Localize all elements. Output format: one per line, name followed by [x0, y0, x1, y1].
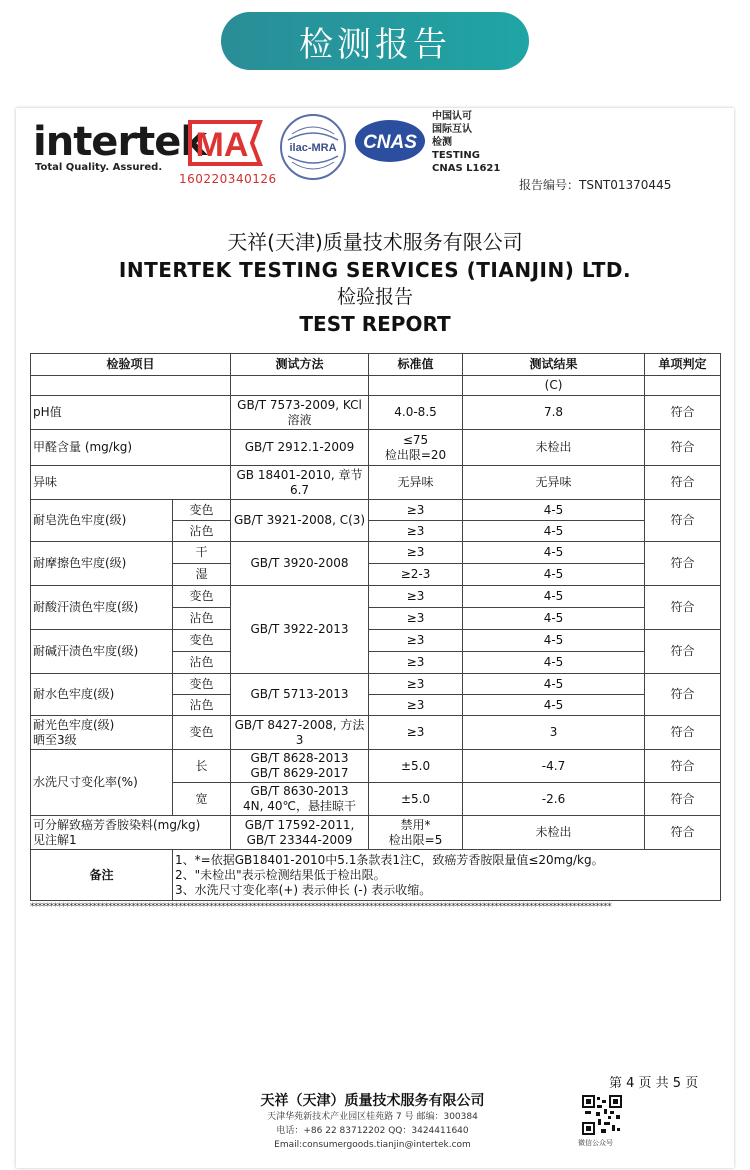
table-row: 湿 ≥2-3 4-5	[31, 564, 721, 586]
qr-code-icon	[582, 1095, 622, 1135]
note-item: 1、*=依据GB18401-2010中5.1条款表1注C，致癌芳香胺限量值≤20mg/kg。	[175, 852, 604, 867]
table-row: pH值 GB/T 7573-2009, KCl溶液 4.0-8.5 7.8 符合	[31, 396, 721, 430]
note-item: 2、"未检出"表示检测结果低于检出限。	[175, 867, 386, 882]
table-row: 宽 GB/T 8630-2013 4N, 40℃，悬挂晾干 ±5.0 -2.6 符合	[31, 783, 721, 816]
header-result: 测试结果	[463, 354, 645, 376]
notes-row	[31, 850, 721, 901]
qr-caption: 微信公众号	[578, 1139, 613, 1147]
table-row: 甲醛含量 (mg/kg) GB/T 2912.1-2009 ≤75 检出限=20 未检出 符合	[31, 430, 721, 466]
footer-phone: 电话：+86 22 83712202 QQ：3424411640	[276, 1126, 469, 1136]
banner-title: 检测报告	[221, 12, 529, 70]
table-row: 耐碱汗渍色牢度(级) 变色 ≥3 4-5 符合	[31, 630, 721, 652]
end-of-table-marker: *****************************************************************************************************************************************************	[30, 902, 612, 912]
cnas-accreditation-text: 中国认可 国际互认 检测 TESTING CNAS L1621	[432, 111, 501, 174]
intertek-wordmark: intertek	[33, 119, 207, 165]
table-header-row	[31, 354, 721, 376]
report-number: 报告编号：TSNT01370445	[519, 178, 672, 192]
ilac-logo-text: ilac-MRA	[289, 142, 337, 154]
note-item: 3、水洗尺寸变化率(+) 表示伸长 (-) 表示收缩。	[175, 882, 432, 897]
company-name-cn: 天祥(天津)质量技术服务有限公司	[227, 230, 523, 254]
report-title-en: TEST REPORT	[299, 312, 451, 336]
header-verdict: 单项判定	[645, 354, 721, 376]
notes-label: 备注	[31, 850, 173, 901]
test-results-table	[30, 353, 721, 901]
page-number: 第 4 页 共 5 页	[609, 1076, 699, 1091]
ma-logo	[180, 118, 266, 168]
cnas-logo	[353, 118, 427, 164]
report-title-cn: 检验报告	[336, 286, 413, 308]
footer-address: 天津华苑新技术产业园区桂苑路 7 号 邮编：300384	[267, 1112, 478, 1122]
footer-email: Email:consumergoods.tianjin@intertek.com	[274, 1140, 471, 1150]
header-method: 测试方法	[231, 354, 369, 376]
intertek-tagline: Total Quality. Assured.	[35, 162, 163, 173]
ilac-mra-logo	[278, 112, 348, 182]
table-row: 耐酸汗渍色牢度(级) 变色 GB/T 3922-2013 ≥3 4-5 符合	[31, 586, 721, 608]
table-row: 耐摩擦色牢度(级) 干 GB/T 3920-2008 ≥3 4-5 符合	[31, 542, 721, 564]
footer-company: 天祥（天津）质量技术服务有限公司	[260, 1093, 485, 1109]
table-row: 异味 GB 18401-2010, 章节 6.7 无异味 无异味 符合	[31, 466, 721, 500]
footer	[200, 1092, 545, 1152]
table-row: 耐皂洗色牢度(级) 变色 GB/T 3921-2008, C(3) ≥3 4-5 符合	[31, 500, 721, 521]
table-row: 沾色 ≥3 4-5	[31, 608, 721, 630]
report-title-block	[0, 228, 750, 338]
table-row: 沾色 ≥3 4-5	[31, 521, 721, 542]
sample-label: (C)	[463, 376, 645, 396]
company-name-en: INTERTEK TESTING SERVICES (TIANJIN) LTD.	[118, 258, 632, 282]
table-row: 可分解致癌芳香胺染料(mg/kg) 见注解1 GB/T 17592-2011, GB/T 23344-2009 禁用* 检出限=5 未检出 符合	[31, 816, 721, 850]
header-item: 检验项目	[31, 354, 231, 376]
table-row: 耐光色牢度(级) 晒至3级 变色 GB/T 8427-2008, 方法3 ≥3 3 符合	[31, 716, 721, 750]
ma-logo-text: MA	[195, 126, 249, 164]
table-row: 耐水色牢度(级) 变色 GB/T 5713-2013 ≥3 4-5 符合	[31, 674, 721, 695]
cnas-logo-text: CNAS	[363, 132, 417, 153]
sample-row	[31, 376, 721, 396]
ma-number: 160220340126	[179, 172, 277, 186]
table-row: 沾色 ≥3 4-5	[31, 695, 721, 716]
table-row: 水洗尺寸变化率(%) 长 GB/T 8628-2013 GB/T 8629-2017 ±5.0 -4.7 符合	[31, 750, 721, 783]
table-row: 沾色 ≥3 4-5	[31, 652, 721, 674]
header-standard: 标准值	[369, 354, 463, 376]
